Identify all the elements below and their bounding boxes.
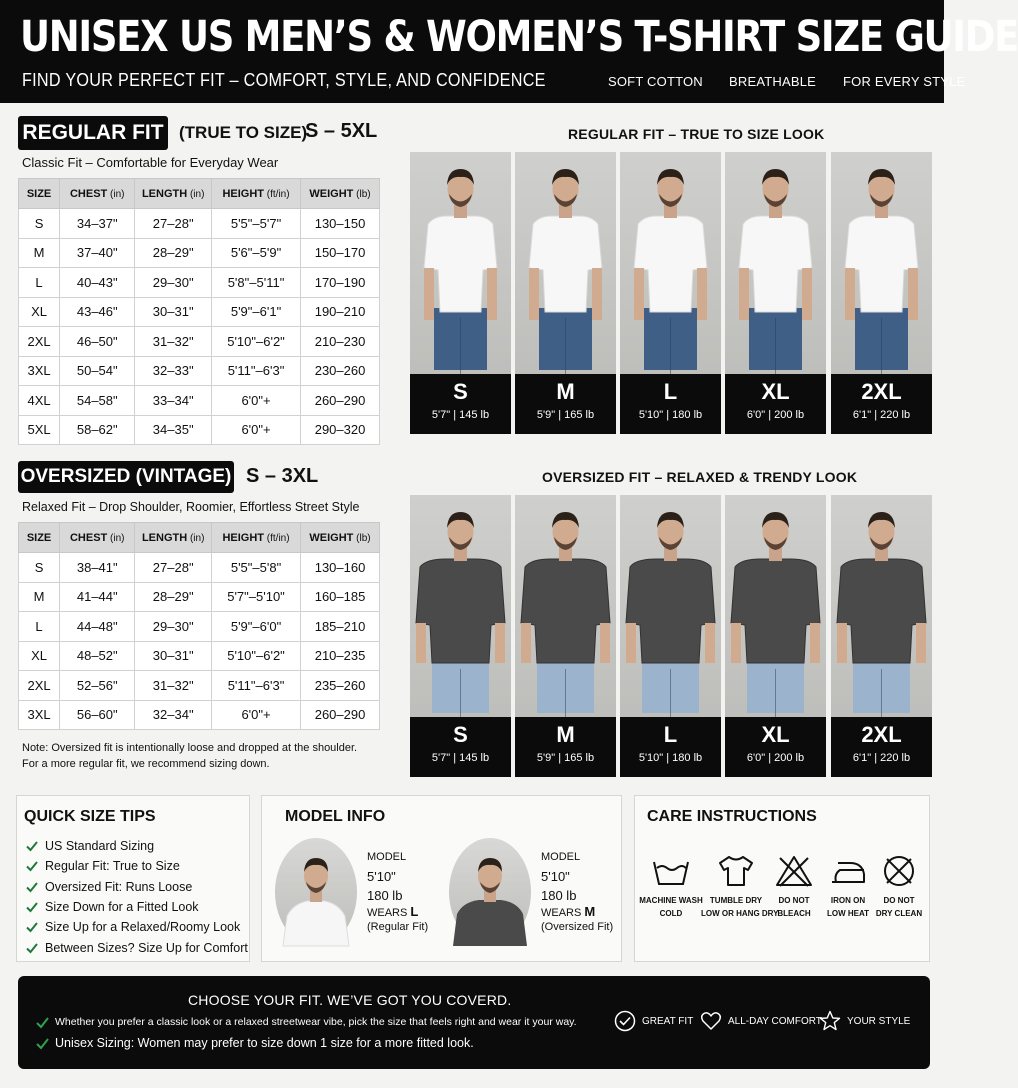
tag-breathable: BREATHABLE — [729, 74, 817, 89]
care-box — [634, 795, 930, 962]
photo-size-label: XL — [761, 722, 790, 747]
tip-text: Oversized Fit: Runs Loose — [45, 879, 193, 894]
tip-item — [25, 856, 248, 876]
check-icon — [25, 839, 39, 853]
size-cell: S — [19, 209, 60, 239]
column-unit: (in) — [107, 188, 125, 200]
photo-caption — [831, 717, 932, 777]
measurement-cell: 34–35" — [135, 415, 212, 445]
model-wears — [367, 905, 428, 920]
measurement-cell: 5'9"–6'1" — [211, 297, 300, 327]
care-label: MACHINE WASH — [639, 896, 703, 905]
table-row — [19, 238, 380, 268]
regular-fit-note: (TRUE TO SIZE) — [179, 123, 308, 142]
no-bleach-icon — [774, 854, 814, 888]
model-photo — [620, 152, 721, 374]
check-circle-icon — [614, 1010, 636, 1032]
oversized-range: S – 3XL — [246, 465, 319, 487]
model-info-oversized — [541, 848, 613, 934]
model-label: MODEL — [367, 851, 407, 863]
header-banner — [0, 0, 1018, 103]
check-icon — [25, 920, 39, 934]
quick-tips-title: QUICK SIZE TIPS — [24, 808, 156, 825]
size-cell: 3XL — [19, 700, 60, 730]
size-cell: 3XL — [19, 356, 60, 386]
model-photo — [725, 495, 826, 717]
regular-fit-range: S – 5XL — [305, 120, 378, 142]
photo-size-label: S — [453, 379, 468, 404]
care-label: TUMBLE DRY — [709, 896, 763, 905]
measurement-cell: 50–54" — [60, 356, 135, 386]
measurement-cell: 31–32" — [135, 327, 212, 357]
care-title: CARE INSTRUCTIONS — [647, 808, 817, 825]
measurement-cell: 30–31" — [135, 297, 212, 327]
measurement-cell: 5'6"–5'9" — [211, 238, 300, 268]
wash-icon — [651, 854, 691, 888]
table-row — [19, 582, 380, 612]
column-label: HEIGHT — [222, 531, 265, 544]
measurement-cell: 28–29" — [135, 238, 212, 268]
model-photo — [831, 495, 932, 717]
size-cell: 4XL — [19, 386, 60, 416]
check-icon — [36, 1038, 49, 1049]
regular-fit-badge: REGULAR FIT — [18, 116, 168, 150]
measurement-cell: 290–320 — [301, 415, 380, 445]
model-photo — [620, 495, 721, 717]
wears-size: M — [584, 904, 596, 919]
column-label: LENGTH — [141, 531, 188, 544]
tshirt-dry-icon — [716, 854, 756, 888]
measurement-cell: 130–150 — [301, 209, 380, 239]
table-row — [19, 671, 380, 701]
regular-grid-title: REGULAR FIT – TRUE TO SIZE LOOK — [568, 126, 825, 142]
note-line: For a more regular fit, we recommend sizing down. — [22, 758, 270, 770]
model-photo-oversized — [449, 838, 531, 946]
check-icon — [25, 941, 39, 955]
care-label: COLD — [659, 909, 683, 918]
measurement-cell: 6'0"+ — [211, 386, 300, 416]
model-info-regular — [367, 848, 428, 934]
table-row — [19, 297, 380, 327]
photo-caption — [515, 374, 616, 434]
measurement-cell: 260–290 — [301, 700, 380, 730]
oversized-size-table — [18, 522, 380, 730]
column-label: CHEST — [69, 531, 108, 544]
photo-measurement: 5'10" | 180 lb — [638, 752, 703, 764]
measurement-cell: 130–160 — [301, 553, 380, 583]
model-fit: (Oversized Fit) — [541, 921, 614, 933]
fit-photo-card — [515, 152, 616, 434]
measurement-cell: 170–190 — [301, 268, 380, 298]
column-header — [60, 523, 135, 553]
feature-label: ALL-DAY COMFORT — [728, 1015, 822, 1027]
measurement-cell: 235–260 — [301, 671, 380, 701]
model-info-title: MODEL INFO — [285, 808, 386, 825]
tip-item — [25, 897, 248, 917]
quick-tips-list — [25, 836, 248, 958]
model-photo — [515, 152, 616, 374]
model-info-box — [261, 795, 622, 962]
measurement-cell: 5'7"–5'10" — [211, 582, 300, 612]
model-photo — [410, 152, 511, 374]
photo-measurement: 5'10" | 180 lb — [638, 409, 703, 421]
model-fit: (Regular Fit) — [367, 921, 429, 933]
tip-item — [25, 937, 248, 957]
measurement-cell: 210–235 — [301, 641, 380, 671]
size-cell: L — [19, 268, 60, 298]
column-unit: (lb) — [353, 532, 371, 544]
model-photo — [725, 152, 826, 374]
table-row — [19, 641, 380, 671]
table-row — [19, 700, 380, 730]
measurement-cell: 5'11"–6'3" — [211, 356, 300, 386]
table-row — [19, 356, 380, 386]
column-unit: (lb) — [353, 188, 371, 200]
model-height: 5'10" — [541, 869, 570, 884]
measurement-cell: 27–28" — [135, 553, 212, 583]
no-dry-clean-icon — [879, 854, 919, 888]
care-label: DO NOT — [778, 896, 810, 905]
care-label: LOW OR HANG DRY — [701, 909, 779, 918]
photo-size-label: 2XL — [861, 379, 902, 404]
column-label: CHEST — [69, 187, 108, 200]
photo-caption — [831, 374, 932, 434]
photo-measurement: 5'7" | 145 lb — [431, 409, 490, 421]
table-row — [19, 327, 380, 357]
size-cell: S — [19, 553, 60, 583]
fit-photo-card — [831, 495, 932, 777]
tip-text: US Standard Sizing — [45, 839, 155, 854]
column-label: WEIGHT — [309, 187, 354, 200]
measurement-cell: 37–40" — [60, 238, 135, 268]
photo-measurement: 6'1" | 220 lb — [852, 409, 911, 421]
footer-text: Whether you prefer a classic look or a relaxed streetwear vibe, pick the size that feels right and wear it your way. — [55, 1016, 577, 1028]
heart-icon — [700, 1010, 722, 1032]
model-photo-regular — [275, 838, 357, 946]
column-label: LENGTH — [141, 187, 188, 200]
fit-photo-card — [515, 495, 616, 777]
photo-measurement: 6'1" | 220 lb — [852, 752, 911, 764]
photo-measurement: 6'0" | 200 lb — [746, 752, 805, 764]
measurement-cell: 56–60" — [60, 700, 135, 730]
oversized-subtitle: Relaxed Fit – Drop Shoulder, Roomier, Effortless Street Style — [22, 500, 360, 514]
model-photo — [831, 152, 932, 374]
size-cell: L — [19, 612, 60, 642]
measurement-cell: 41–44" — [60, 582, 135, 612]
size-cell: 2XL — [19, 671, 60, 701]
model-weight: 180 lb — [541, 888, 577, 903]
column-unit: (ft/in) — [264, 532, 290, 544]
photo-measurement: 5'7" | 145 lb — [431, 752, 490, 764]
column-label: HEIGHT — [222, 187, 265, 200]
photo-size-label: 2XL — [861, 722, 902, 747]
oversized-note — [22, 740, 357, 772]
fit-photo-card — [725, 152, 826, 434]
regular-size-table — [18, 178, 380, 445]
care-label: IRON ON — [830, 896, 866, 905]
photo-caption — [620, 374, 721, 434]
check-icon — [25, 859, 39, 873]
size-cell: XL — [19, 641, 60, 671]
measurement-cell: 43–46" — [60, 297, 135, 327]
model-height: 5'10" — [367, 869, 396, 884]
wears-prefix: WEARS — [541, 907, 582, 919]
feature-style — [819, 1010, 910, 1032]
care-item-wash — [636, 854, 706, 920]
size-cell: M — [19, 582, 60, 612]
regular-fit-subtitle: Classic Fit – Comfortable for Everyday Wear — [22, 155, 279, 170]
care-label: BLEACH — [777, 909, 811, 918]
measurement-cell: 6'0"+ — [211, 700, 300, 730]
measurement-cell: 5'5"–5'7" — [211, 209, 300, 239]
measurement-cell: 29–30" — [135, 612, 212, 642]
footer-text: Unisex Sizing: Women may prefer to size down 1 size for a more fitted look. — [55, 1036, 474, 1050]
photo-size-label: M — [556, 379, 575, 404]
measurement-cell: 230–260 — [301, 356, 380, 386]
measurement-cell: 260–290 — [301, 386, 380, 416]
measurement-cell: 32–34" — [135, 700, 212, 730]
tip-item — [25, 836, 248, 856]
photo-measurement: 5'9" | 165 lb — [536, 752, 595, 764]
measurement-cell: 210–230 — [301, 327, 380, 357]
care-label: DO NOT — [883, 896, 915, 905]
column-header — [301, 179, 380, 209]
column-header — [19, 179, 60, 209]
feature-label: YOUR STYLE — [847, 1015, 911, 1027]
measurement-cell: 30–31" — [135, 641, 212, 671]
measurement-cell: 38–41" — [60, 553, 135, 583]
measurement-cell: 5'10"–6'2" — [211, 327, 300, 357]
photo-size-label: M — [556, 722, 575, 747]
column-header — [301, 523, 380, 553]
column-unit: (ft/in) — [264, 188, 290, 200]
star-icon — [819, 1010, 841, 1032]
column-header — [135, 179, 212, 209]
fit-photo-card — [410, 152, 511, 434]
tip-item — [25, 917, 248, 937]
photo-caption — [620, 717, 721, 777]
tag-soft-cotton: SOFT COTTON — [608, 74, 703, 89]
tag-every-style: FOR EVERY STYLE — [843, 74, 966, 89]
column-label: SIZE — [26, 531, 52, 544]
photo-caption — [515, 717, 616, 777]
feature-comfort — [700, 1010, 822, 1032]
fit-photo-card — [725, 495, 826, 777]
photo-caption — [725, 374, 826, 434]
measurement-cell: 48–52" — [60, 641, 135, 671]
measurement-cell: 44–48" — [60, 612, 135, 642]
wears-size: L — [410, 904, 419, 919]
size-cell: 5XL — [19, 415, 60, 445]
photo-size-label: XL — [761, 379, 790, 404]
measurement-cell: 34–37" — [60, 209, 135, 239]
table-row — [19, 415, 380, 445]
footer-line-1 — [36, 1016, 577, 1028]
page-subtitle: FIND YOUR PERFECT FIT – COMFORT, STYLE, AND CONFIDENCE — [22, 70, 546, 90]
model-weight: 180 lb — [367, 888, 403, 903]
check-icon — [25, 880, 39, 894]
model-wears — [541, 905, 613, 920]
measurement-cell: 5'5"–5'8" — [211, 553, 300, 583]
column-header — [19, 523, 60, 553]
measurement-cell: 27–28" — [135, 209, 212, 239]
footer-banner — [18, 976, 930, 1069]
column-header — [211, 179, 300, 209]
measurement-cell: 33–34" — [135, 386, 212, 416]
model-photo — [515, 495, 616, 717]
photo-caption — [725, 717, 826, 777]
model-label: MODEL — [541, 851, 581, 863]
tip-text: Size Down for a Fitted Look — [45, 900, 199, 915]
measurement-cell: 185–210 — [301, 612, 380, 642]
table-row — [19, 386, 380, 416]
measurement-cell: 5'9"–6'0" — [211, 612, 300, 642]
photo-caption — [410, 374, 511, 434]
column-unit: (in) — [107, 532, 125, 544]
tip-text: Size Up for a Relaxed/Roomy Look — [45, 920, 241, 935]
photo-size-label: S — [453, 722, 468, 747]
photo-size-label: L — [663, 722, 678, 747]
column-label: SIZE — [26, 187, 52, 200]
measurement-cell: 54–58" — [60, 386, 135, 416]
feature-label: GREAT FIT — [642, 1015, 694, 1027]
measurement-cell: 28–29" — [135, 582, 212, 612]
size-cell: 2XL — [19, 327, 60, 357]
column-label: WEIGHT — [309, 531, 354, 544]
check-icon — [25, 900, 39, 914]
table-row — [19, 268, 380, 298]
oversized-badge: OVERSIZED (VINTAGE) — [18, 461, 234, 493]
measurement-cell: 160–185 — [301, 582, 380, 612]
wears-prefix: WEARS — [367, 907, 408, 919]
measurement-cell: 6'0"+ — [211, 415, 300, 445]
table-row — [19, 612, 380, 642]
fit-photo-card — [620, 152, 721, 434]
tip-text: Between Sizes? Size Up for Comfort — [45, 940, 248, 955]
check-icon — [36, 1017, 49, 1028]
measurement-cell: 29–30" — [135, 268, 212, 298]
care-item-no-dry-clean — [864, 854, 934, 920]
measurement-cell: 190–210 — [301, 297, 380, 327]
iron-icon — [828, 854, 868, 888]
measurement-cell: 5'8"–5'11" — [211, 268, 300, 298]
measurement-cell: 52–56" — [60, 671, 135, 701]
photo-measurement: 5'9" | 165 lb — [536, 409, 595, 421]
fit-photo-card — [831, 152, 932, 434]
fit-photo-card — [620, 495, 721, 777]
photo-size-label: L — [663, 379, 678, 404]
tip-item — [25, 877, 248, 897]
tip-text: Regular Fit: True to Size — [45, 859, 180, 874]
model-photo — [410, 495, 511, 717]
quick-tips-box — [16, 795, 250, 962]
measurement-cell: 150–170 — [301, 238, 380, 268]
measurement-cell: 58–62" — [60, 415, 135, 445]
column-unit: (in) — [187, 532, 205, 544]
size-cell: M — [19, 238, 60, 268]
footer-line-2 — [36, 1036, 474, 1050]
photo-measurement: 6'0" | 200 lb — [746, 409, 805, 421]
table-row — [19, 553, 380, 583]
measurement-cell: 5'10"–6'2" — [211, 641, 300, 671]
measurement-cell: 46–50" — [60, 327, 135, 357]
feature-great-fit — [614, 1010, 693, 1032]
column-header — [211, 523, 300, 553]
fit-photo-card — [410, 495, 511, 777]
column-header — [60, 179, 135, 209]
footer-heading: CHOOSE YOUR FIT. WE’VE GOT YOU COVERD. — [188, 992, 512, 1008]
column-header — [135, 523, 212, 553]
page-title: UNISEX US MEN’S & WOMEN’S T-SHIRT SIZE GUIDE — [20, 12, 1018, 62]
size-cell: XL — [19, 297, 60, 327]
measurement-cell: 31–32" — [135, 671, 212, 701]
measurement-cell: 5'11"–6'3" — [211, 671, 300, 701]
column-unit: (in) — [187, 188, 205, 200]
oversized-grid-title: OVERSIZED FIT – RELAXED & TRENDY LOOK — [542, 469, 858, 485]
care-label: LOW HEAT — [826, 909, 870, 918]
care-label: DRY CLEAN — [875, 909, 923, 918]
photo-caption — [410, 717, 511, 777]
measurement-cell: 32–33" — [135, 356, 212, 386]
table-row — [19, 209, 380, 239]
measurement-cell: 40–43" — [60, 268, 135, 298]
note-line: Note: Oversized fit is intentionally loose and dropped at the shoulder. — [22, 742, 358, 754]
